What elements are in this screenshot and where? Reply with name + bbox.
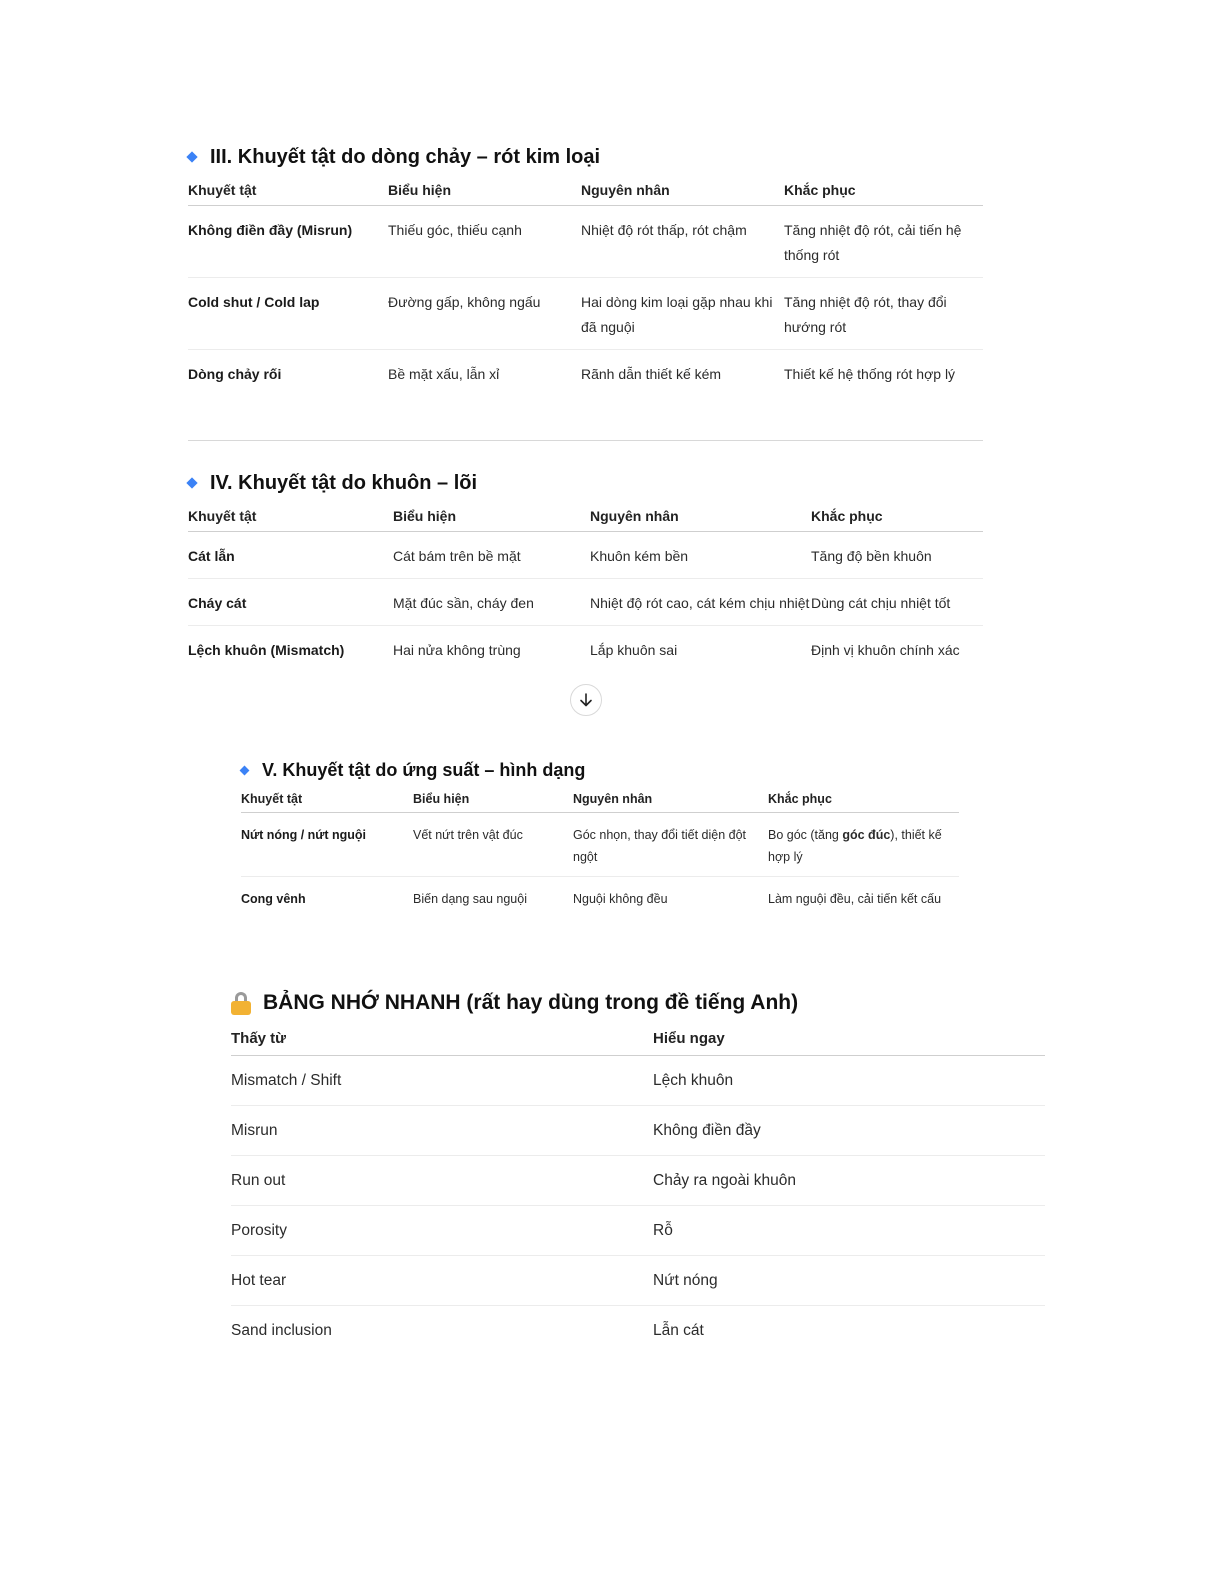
- defect-cause: Rãnh dẫn thiết kế kém: [581, 366, 722, 382]
- defect-cause: Hai dòng kim loại gặp nhau khi đã nguội: [581, 278, 784, 350]
- defect-name: Nứt nóng / nứt nguội: [241, 813, 413, 877]
- column-header: Hiểu ngay: [653, 1021, 1045, 1056]
- defect-remedy: Định vị khuôn chính xác: [811, 642, 960, 658]
- column-header: Khắc phục: [811, 500, 983, 532]
- table-row: [231, 1306, 1045, 1356]
- defect-symptom: Hai nửa không trùng: [393, 642, 521, 658]
- defect-name: Không điền đầy (Misrun): [188, 206, 388, 278]
- defect-remedy: [768, 877, 959, 919]
- defect-name: Lệch khuôn (Mismatch): [188, 642, 345, 658]
- defect-remedy: Dùng cát chịu nhiệt tốt: [811, 579, 983, 626]
- section-title: III. Khuyết tật do dòng chảy – rót kim loại: [210, 145, 601, 168]
- section-heading: [231, 985, 1045, 1021]
- defect-name: Cold shut / Cold lap: [188, 278, 388, 350]
- english-term: Hot tear: [231, 1256, 653, 1306]
- vietnamese-meaning: Chảy ra ngoài khuôn: [653, 1156, 1045, 1206]
- section-title: V. Khuyết tật do ứng suất – hình dạng: [262, 759, 586, 780]
- defect-name: Cháy cát: [188, 579, 393, 626]
- table-header-row: [231, 1021, 1045, 1056]
- table-row: [241, 877, 959, 919]
- defect-name: Cong vênh: [241, 892, 306, 906]
- defect-cause: Nhiệt độ rót thấp, rót chậm: [581, 206, 784, 278]
- column-header: Nguyên nhân: [573, 785, 768, 813]
- section-mold-defects: [188, 466, 983, 672]
- column-header: Nguyên nhân: [590, 500, 811, 532]
- defect-cause: Khuôn kém bền: [590, 532, 811, 579]
- table-row: [231, 1156, 1045, 1206]
- table-row: [241, 813, 959, 877]
- defect-cause: Nguội không đều: [573, 892, 668, 906]
- table-row: [231, 1256, 1045, 1306]
- section-heading: [231, 755, 959, 785]
- defect-remedy: Thiết kế hệ thống rót hợp lý: [784, 366, 956, 382]
- scroll-down-button[interactable]: [570, 684, 602, 716]
- remedy-text: Bo góc (tăng: [768, 828, 843, 842]
- english-term: Misrun: [231, 1106, 653, 1156]
- column-header: Khuyết tật: [188, 500, 393, 532]
- memory-table: [231, 1021, 1045, 1355]
- defect-remedy: Tăng độ bền khuôn: [811, 532, 983, 579]
- table-header-row: [241, 785, 959, 813]
- defect-name: Cát lẫn: [188, 532, 393, 579]
- column-header: Khắc phục: [768, 785, 959, 813]
- english-term: Mismatch / Shift: [231, 1056, 653, 1106]
- remedy-emphasis: góc đúc: [842, 828, 891, 842]
- table-header-row: [188, 174, 983, 206]
- defect-symptom: Cát bám trên bề mặt: [393, 532, 590, 579]
- defect-remedy: [768, 813, 959, 877]
- table-header-row: [188, 500, 983, 532]
- column-header: Khuyết tật: [188, 174, 388, 206]
- diamond-bullet-icon: [186, 477, 197, 488]
- defect-name: Dòng chảy rối: [188, 366, 282, 382]
- section-divider: [188, 440, 983, 441]
- defects-table: [188, 500, 983, 672]
- section-heading: [178, 140, 983, 174]
- defect-symptom: Bề mặt xấu, lẫn xỉ: [388, 366, 500, 382]
- arrow-down-icon: [578, 692, 594, 708]
- column-header: Biểu hiện: [393, 500, 590, 532]
- column-header: Biểu hiện: [388, 174, 581, 206]
- defect-symptom: Thiếu góc, thiếu cạnh: [388, 206, 581, 278]
- section-quick-memory: [231, 985, 1045, 1355]
- defect-symptom: Đường gấp, không ngấu: [388, 278, 581, 350]
- defect-symptom: Vết nứt trên vật đúc: [413, 813, 573, 877]
- section-title: IV. Khuyết tật do khuôn – lõi: [210, 471, 478, 494]
- table-row: [231, 1056, 1045, 1106]
- diamond-bullet-icon: [240, 765, 250, 775]
- section-stress-defects: [241, 755, 959, 918]
- table-row: [231, 1106, 1045, 1156]
- table-row: [231, 1206, 1045, 1256]
- column-header: Khuyết tật: [241, 785, 413, 813]
- column-header: Nguyên nhân: [581, 174, 784, 206]
- defect-cause: Nhiệt độ rót cao, cát kém chịu nhiệt: [590, 579, 811, 626]
- defects-table: [241, 785, 959, 918]
- vietnamese-meaning: Nứt nóng: [653, 1256, 1045, 1306]
- section-flow-defects: [188, 140, 983, 396]
- table-row: [188, 626, 983, 673]
- english-term: Sand inclusion: [231, 1322, 332, 1339]
- defect-symptom: Biến dạng sau nguội: [413, 892, 527, 906]
- table-row: [188, 532, 983, 579]
- lock-icon: [231, 992, 251, 1014]
- english-term: Porosity: [231, 1206, 653, 1256]
- vietnamese-meaning: Rỗ: [653, 1206, 1045, 1256]
- vietnamese-meaning: Không điền đầy: [653, 1106, 1045, 1156]
- column-header: Khắc phục: [784, 174, 983, 206]
- diamond-bullet-icon: [186, 151, 197, 162]
- english-term: Run out: [231, 1156, 653, 1206]
- defect-remedy: Tăng nhiệt độ rót, thay đổi hướng rót: [784, 278, 983, 350]
- defect-remedy: Tăng nhiệt độ rót, cải tiến hệ thống rót: [784, 206, 983, 278]
- defect-cause: Góc nhọn, thay đổi tiết diện đột ngột: [573, 813, 768, 877]
- table-row: [188, 579, 983, 626]
- defects-table: [188, 174, 983, 396]
- remedy-text: Làm nguội đều, cải tiến kết cấu: [768, 892, 942, 906]
- remedy-text: ), thiết kế hợp lý: [768, 828, 942, 864]
- defect-symptom: Mặt đúc sần, cháy đen: [393, 579, 590, 626]
- table-row: [188, 350, 983, 397]
- defect-cause: Lắp khuôn sai: [590, 642, 678, 658]
- section-title: BẢNG NHỚ NHANH (rất hay dùng trong đề tiếng Anh): [263, 991, 799, 1014]
- table-row: [188, 278, 983, 350]
- column-header: Biểu hiện: [413, 785, 573, 813]
- vietnamese-meaning: Lệch khuôn: [653, 1056, 1045, 1106]
- table-row: [188, 206, 983, 278]
- section-heading: [178, 466, 983, 500]
- vietnamese-meaning: Lẫn cát: [653, 1322, 704, 1339]
- column-header: Thấy từ: [231, 1021, 653, 1056]
